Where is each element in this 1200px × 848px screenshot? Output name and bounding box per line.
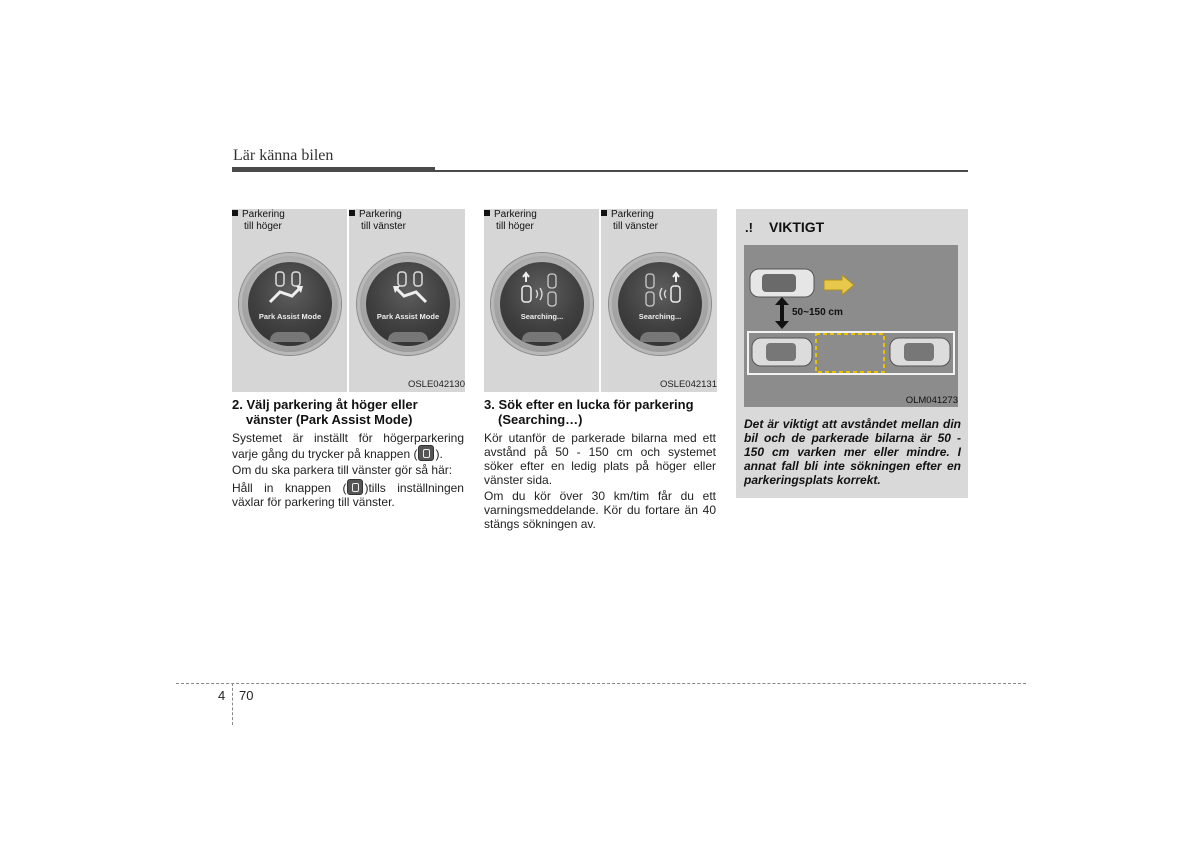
- dashboard-dial: [357, 253, 459, 355]
- footer-rule: [176, 683, 1026, 684]
- bullet-square-icon: [349, 210, 355, 216]
- section-step-3: [484, 397, 716, 533]
- figure-caption: Parkering till vänster: [349, 209, 406, 233]
- dial-base: [640, 332, 680, 342]
- figure-panel-right-parking: [232, 209, 347, 392]
- section-title: 3. Sök efter en lucka för parkering (Searching…): [484, 397, 694, 427]
- dial-mode-text: Park Assist Mode: [258, 312, 322, 321]
- warning-text: Det är viktigt att avståndet mellan din bil och de parkerade bilarna är 50 - 150 cm varken mer eller mindre. I annat fall bli inte sökningen efter en parkeringsplats korrekt.: [744, 417, 961, 487]
- footer-divider: [232, 683, 233, 725]
- paragraph: Om du ska parkera till vänster gör så här:: [232, 463, 453, 477]
- dial-base: [522, 332, 562, 342]
- figure-code: OLM041273: [905, 395, 958, 406]
- running-header: Lär känna bilen: [233, 147, 334, 164]
- dial-base: [270, 332, 310, 342]
- parked-car: [752, 338, 812, 366]
- paragraph: Kör utanför de parkerade bilarna med ett avstånd på 50 - 150 cm och systemet söker efter en ledig plats på höger eller vänster sida.: [484, 431, 716, 487]
- figure-code: OSLE042131: [659, 379, 717, 390]
- park-assist-button-icon: [418, 445, 434, 461]
- moving-car: [750, 269, 814, 297]
- dashboard-dial: [239, 253, 341, 355]
- paragraph: Systemet är inställt för högerparkering varje gång du trycker på knappen ( ).: [232, 431, 464, 461]
- section-body: [484, 431, 716, 531]
- exclamation-icon: .!: [745, 220, 753, 235]
- figure-searching: [484, 209, 717, 395]
- header-rule: [435, 170, 968, 172]
- bullet-square-icon: [601, 210, 607, 216]
- figure-caption: Parkering till höger: [232, 209, 285, 233]
- paragraph: Om du kör över 30 km/tim får du ett varningsmeddelande. Kör du fortare än 40 stängs sökningen av.: [484, 489, 716, 531]
- direction-arrow-icon: [824, 275, 854, 295]
- dial-display: [248, 262, 332, 346]
- figure-caption: Parkering till höger: [484, 209, 537, 233]
- figure-caption: Parkering till vänster: [601, 209, 658, 233]
- warning-box: [736, 209, 968, 498]
- dial-display: [618, 262, 702, 346]
- parking-distance-diagram: [744, 245, 958, 407]
- chapter-number: 4: [218, 688, 226, 703]
- free-parking-space: [816, 334, 884, 372]
- parked-car: [890, 338, 950, 366]
- page-number: 70: [239, 688, 254, 703]
- bullet-square-icon: [484, 210, 490, 216]
- header-rule-thick: [232, 167, 435, 172]
- warning-heading: .! VIKTIGT: [745, 219, 825, 235]
- paragraph: Håll in knappen ( )tills inställningen växlar för parkering till vänster.: [232, 481, 464, 509]
- bullet-square-icon: [232, 210, 238, 216]
- parking-distance-illustration: [744, 245, 958, 407]
- section-body: [232, 431, 464, 509]
- figure-park-assist-mode: [232, 209, 465, 395]
- dashboard-dial: [491, 253, 593, 355]
- dial-status-text: Searching...: [520, 312, 564, 321]
- dial-base: [388, 332, 428, 342]
- park-assist-button-icon: [347, 479, 363, 495]
- dial-mode-text: Park Assist Mode: [376, 312, 440, 321]
- dial-display: [500, 262, 584, 346]
- figure-panel-right-parking: [484, 209, 599, 392]
- figure-panel-left-parking: [601, 209, 717, 392]
- dial-display: [366, 262, 450, 346]
- dial-status-text: Searching...: [638, 312, 682, 321]
- dashboard-dial: [609, 253, 711, 355]
- section-step-2: [232, 397, 464, 511]
- figure-code: OSLE042130: [407, 379, 465, 390]
- figure-panel-left-parking: [349, 209, 465, 392]
- distance-label: 50~150 cm: [792, 307, 843, 318]
- section-title: 2. Välj parkering åt höger eller vänster (Park Assist Mode): [232, 397, 418, 427]
